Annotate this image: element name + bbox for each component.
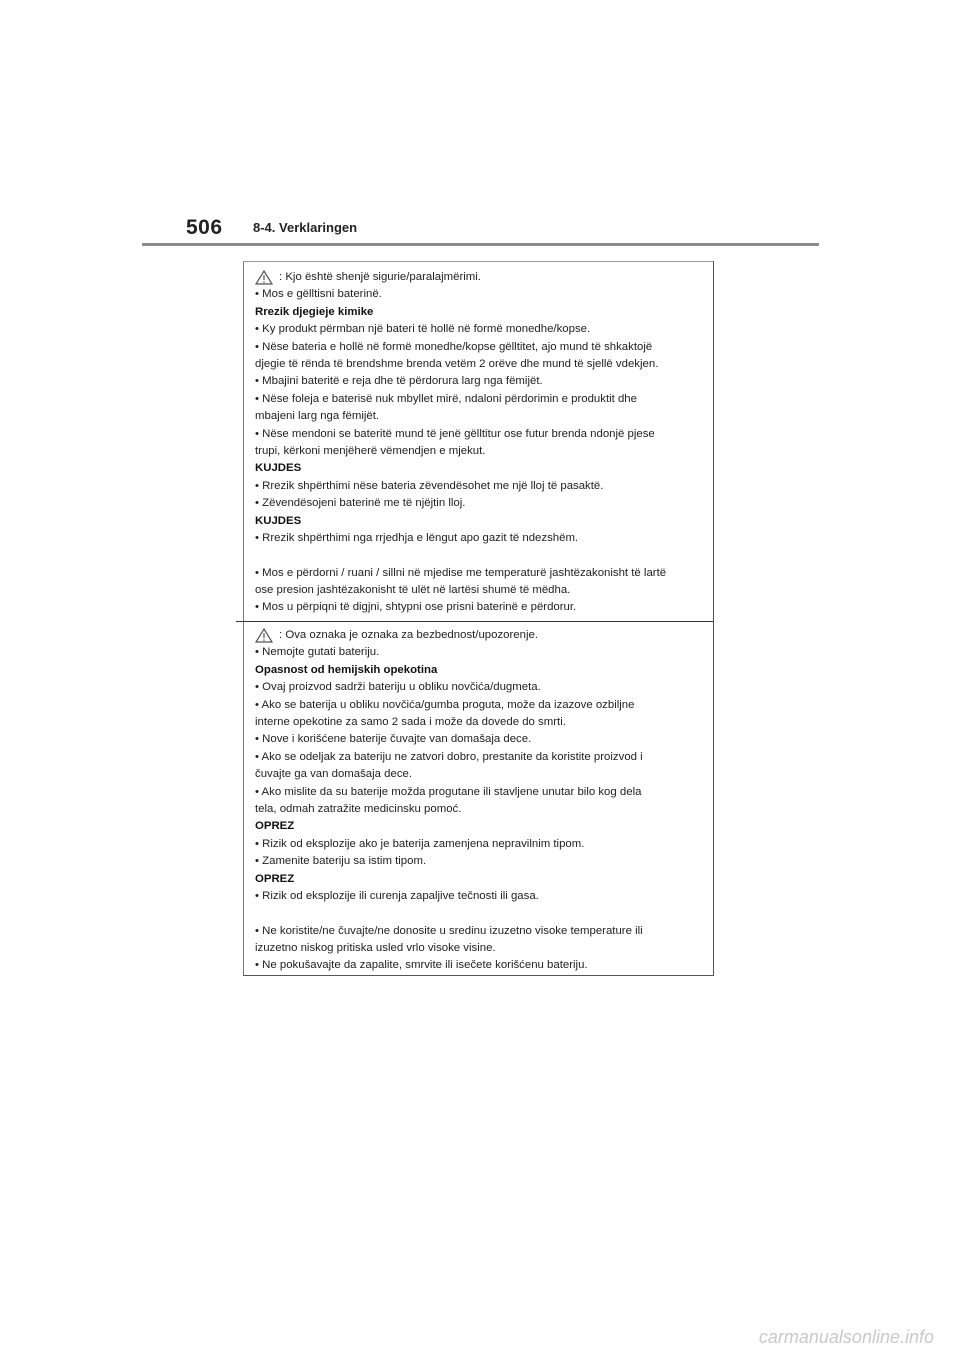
serbian-text-line: • Nove i korišćene baterije čuvajte van domašaja dece. <box>255 733 532 746</box>
albanian-text-line: Rrezik djegieje kimike <box>255 305 374 318</box>
serbian-text-line: • Zamenite bateriju sa istim tipom. <box>255 855 427 868</box>
albanian-text-line: • Ky produkt përmban një bateri të hollë në formë monedhe/kopse. <box>255 323 591 336</box>
page-header <box>0 0 960 250</box>
serbian-text-line: • Ako se baterija u obliku novčića/gumba proguta, može da izazove ozbiljne <box>255 698 635 711</box>
albanian-text-line: • Mbajini bateritë e reja dhe të përdorura larg nga fëmijët. <box>255 375 543 388</box>
watermark-text: carmanualsonline.info <box>758 1327 934 1347</box>
albanian-text-line: djegie të rënda të brendshme brenda vetëm 2 orëve dhe mund të sjellë vdekjen. <box>255 358 659 371</box>
albanian-warning-heading-row <box>255 269 705 286</box>
albanian-text-line: • Nëse bateria e hollë në formë monedhe/kopse gëlltitet, ajo mund të shkaktojë <box>255 340 653 353</box>
serbian-text-line: • Ovaj proizvod sadrži bateriju u obliku novčića/dugmeta. <box>255 681 541 694</box>
serbian-main-lines <box>255 644 705 905</box>
albanian-warning-heading: : Kjo është shenjë sigurie/paralajmërimi. <box>279 271 481 283</box>
serbian-warning-block <box>255 627 705 975</box>
warning-triangle-icon <box>255 628 273 643</box>
warning-triangle-icon <box>255 270 273 285</box>
box-top-rule <box>243 261 713 262</box>
serbian-text-line: • Rizik od eksplozije ako je baterija zamenjena nepravilnim tipom. <box>255 837 585 850</box>
albanian-text-line: • Nëse foleja e baterisë nuk mbyllet mirë, ndaloni përdorimin e produktit dhe <box>255 392 637 405</box>
serbian-text-line: • Rizik od eksplozije ili curenja zapaljive tečnosti ili gasa. <box>255 890 539 903</box>
albanian-tail-lines <box>255 565 705 617</box>
header-divider <box>142 243 819 246</box>
albanian-text-line: • Nëse mendoni se bateritë mund të jenë gëlltitur ose futur brenda ndonjë pjese <box>255 427 655 440</box>
serbian-tail-lines <box>255 923 705 975</box>
section-title: 8-4. Verklaringen <box>253 220 358 235</box>
albanian-warning-block <box>255 269 705 617</box>
serbian-text-line: OPREZ <box>255 872 295 885</box>
albanian-text-line: trupi, kërkoni menjëherë vëmendjen e mjekut. <box>255 445 486 458</box>
albanian-text-line: • Rrezik shpërthimi nga rrjedhja e lëngut apo gazit të ndezshëm. <box>255 532 579 545</box>
serbian-text-line: tela, odmah zatražite medicinsku pomoć. <box>255 803 462 816</box>
albanian-text-line: • Mos e përdorni / ruani / sillni në mjedise me temperaturë jashtëzakonisht të lartë <box>255 566 667 579</box>
serbian-spacer <box>255 906 705 923</box>
albanian-spacer <box>255 548 705 565</box>
serbian-text-line: • Ne pokušavajte da zapalite, smrvite ili isečete korišćenu bateriju. <box>255 959 588 972</box>
scanned-declaration-box <box>243 261 714 976</box>
albanian-main-lines <box>255 286 705 547</box>
box-middle-divider-stub <box>236 621 243 622</box>
serbian-text-line: Opasnost od hemijskih opekotina <box>255 663 438 676</box>
albanian-text-line: KUJDES <box>255 462 302 475</box>
serbian-text-line: • Ako mislite da su baterije možda progutane ili stavljene unutar bilo kog dela <box>255 785 642 798</box>
albanian-text-line: KUJDES <box>255 514 302 527</box>
serbian-text-line: izuzetno niskog pritiska usled vrlo visoke visine. <box>255 941 496 954</box>
serbian-text-line: • Nemojte gutati bateriju. <box>255 646 380 659</box>
serbian-warning-heading: : Ova oznaka je oznaka za bezbednost/upozorenje. <box>279 629 538 641</box>
albanian-text-line: • Mos u përpiqni të digjni, shtypni ose prisni baterinë e përdorur. <box>255 601 577 614</box>
serbian-text-line: • Ako se odeljak za bateriju ne zatvori dobro, prestanite da koristite proizvod i <box>255 750 643 763</box>
albanian-text-line: mbajeni larg nga fëmijët. <box>255 410 380 423</box>
albanian-text-line: ose presion jashtëzakonisht të ulët në lartësi shumë të mëdha. <box>255 583 571 596</box>
albanian-text-line: • Rrezik shpërthimi nëse bateria zëvendësohet me një lloj të pasaktë. <box>255 479 604 492</box>
serbian-text-line: čuvajte ga van domašaja dece. <box>255 768 413 781</box>
serbian-text-line: • Ne koristite/ne čuvajte/ne donosite u sredinu izuzetno visoke temperature ili <box>255 924 643 937</box>
serbian-text-line: OPREZ <box>255 820 295 833</box>
albanian-text-line: • Zëvendësojeni baterinë me të njëjtin lloj. <box>255 497 466 510</box>
box-middle-divider <box>243 621 713 622</box>
serbian-warning-heading-row <box>255 627 705 644</box>
serbian-text-line: interne opekotine za samo 2 sada i može da dovede do smrti. <box>255 716 566 729</box>
page-number: 506 <box>186 216 223 239</box>
albanian-text-line: • Mos e gëlltisni baterinë. <box>255 288 382 301</box>
